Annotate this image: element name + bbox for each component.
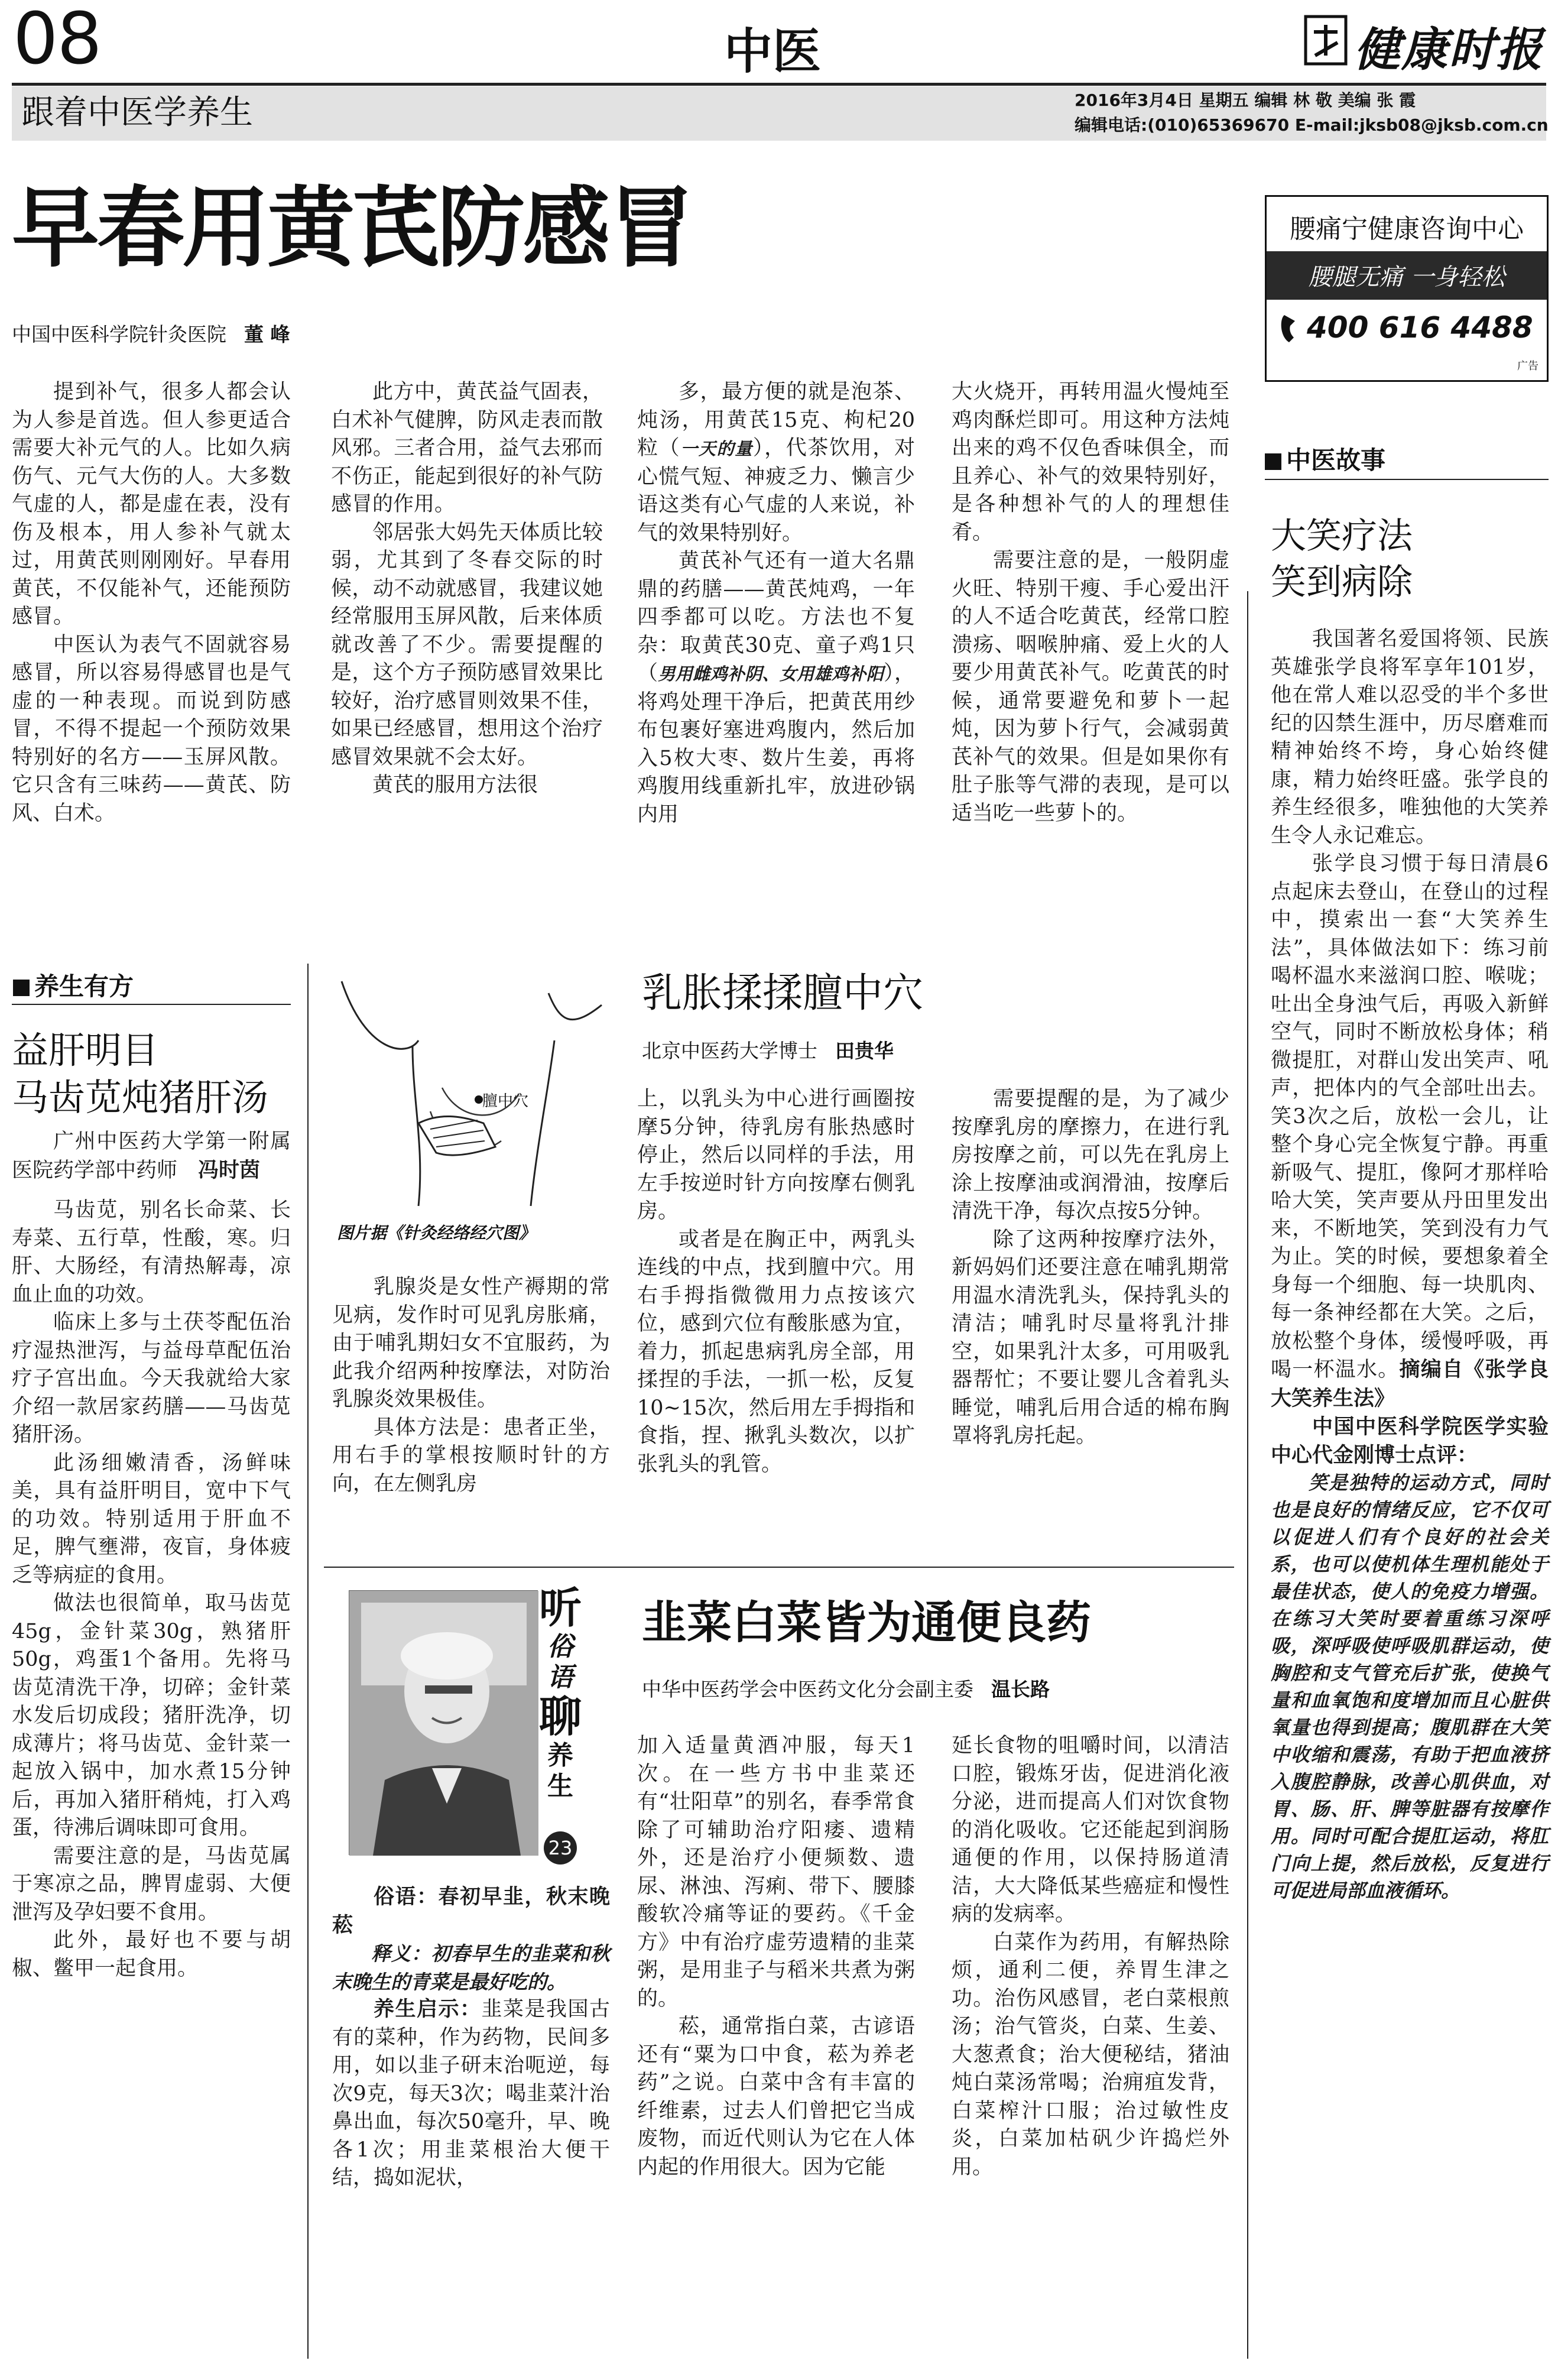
story-source: 摘编自《张学良大笑养生法》 [1271, 1357, 1549, 1411]
figure-caption: 图片据《针灸经络经穴图》 [337, 1223, 536, 1243]
paragraph: 除了这两种按摩疗法外，新妈妈们还要注意在哺乳期常用温水清洗乳头，保持乳头的清洁；哺乳时尽量将乳汁排空，如果乳汁太多，可用吸乳器帮忙；不要让婴儿含着乳头睡觉，哺乳后用合适的棉布胸罩将乳房托起。 [952, 1227, 1229, 1448]
paragraph: 大火烧开，再转用温火慢炖至鸡肉酥烂即可。用这种方法炖出来的鸡不仅色香味俱全，而且养心、补气的效果特别好，是各种想补气的人的理想佳肴。 [952, 380, 1229, 544]
liver-byline-text: 广州中医药大学第一附属医院药学部中药师 [12, 1130, 291, 1182]
liver-label-text: 养生有方 [34, 972, 134, 1001]
veg-author-org: 中华中医药学会中医药文化分会副主委 [642, 1678, 973, 1701]
liver-body [12, 1128, 291, 1983]
page-number: 08 [13, 0, 101, 80]
ad-box [1265, 195, 1549, 382]
title-char: 养 [547, 1740, 573, 1771]
issue-number-badge: 23 [544, 1831, 577, 1865]
section-title: 中医 [724, 23, 822, 80]
masthead-rule [12, 83, 1546, 86]
text-run: ），将鸡处理干净后，把黄芪用纱布包裹好塞进鸡腹内，然后加入5枚大枣、数片生姜，再将鸡腹用线重新扎牢，放进砂锅内用 [637, 662, 915, 826]
torso-sketch-image [324, 969, 619, 1218]
paragraph: 具体方法是：患者正坐，用右手的掌根按顺时针的方向，在左侧乳房 [332, 1415, 610, 1496]
paragraph: 此汤细嫩清香，汤鲜味美，具有益肝明目，宽中下气的功效。特别适用于肝血不足，脾气壅滞，夜盲，身体疲乏等病症的食用。 [12, 1451, 291, 1587]
paragraph [1271, 850, 1549, 1413]
portrait-image [349, 1591, 538, 1856]
proverb-column-title [539, 1584, 582, 1802]
paragraph: 白菜作为药用，有解热除烦，通利二便，养胃生津之功。治伤风感冒，老白菜根煎汤；治气管炎，白菜、生姜、大葱煮食；治大便秘结，猪油炖白菜汤常喝；治痈疽发背，白菜榨汁口服；治过敏性皮炎，白菜加枯矾少许捣烂外用。 [952, 1930, 1229, 2179]
mastitis-col-a [332, 1273, 610, 1498]
paragraph: 需要提醒的是，为了减少按摩乳房的摩擦力，在进行乳房按摩之前，可以先在乳房上涂上按摩油或润滑油，按摩后清洗干净，每次点按5分钟。 [952, 1087, 1229, 1223]
title-char: 生 [547, 1771, 573, 1801]
ad-phone: 400 616 4488 [1307, 310, 1533, 345]
paragraph: 中医认为表气不固就容易感冒，所以容易得感冒也是气虚的一种表现。而说到防感冒，不得不提起一个预防效果特别好的名方——玉屏风散。它只含有三味药——黄芪、防风、白术。 [12, 633, 291, 825]
insight-label: 养生启示： [374, 1998, 482, 2021]
paragraph: 需要注意的是，一般阴虚火旺、特别干瘦、手心爱出汗的人不适合吃黄芪，经常口腔溃疡、咽喉肿痛、爱上火的人要少用黄芪补气。吃黄芪的时候，通常要避免和萝卜一起炖，因为萝卜行气，会减弱黄芪补气的效果。但是如果你有肚子胀等气滞的表现，是可以适当吃一些萝卜的。 [952, 549, 1229, 825]
newspaper-logo [1303, 11, 1551, 77]
mastitis-bottom-rule [324, 1567, 1234, 1568]
text-run: 黄芪补气还有一道大名鼎鼎的药膳——黄芪炖鸡，一年四季都可以吃。方法也不复杂：取黄芪30克、童子鸡1只（ [637, 549, 915, 685]
main-headline: 早春用黄芪防感冒 [12, 176, 693, 279]
veg-author: 温长路 [991, 1678, 1050, 1701]
veg-byline [642, 1674, 1050, 1702]
main-author: 董 峰 [244, 323, 290, 346]
mastitis-headline: 乳胀揉揉膻中穴 [642, 970, 924, 1017]
ad-mark: 广告 [1517, 360, 1538, 372]
logo-mark-icon [1303, 14, 1348, 66]
title-char: 俗 [547, 1632, 573, 1662]
paragraph: 邻居张大妈先天体质比较弱，尤其到了冬春交际的时候，动不动就感冒，我建议她经常服用玉屏风散，后来体质就改善了不少。需要提醒的是，这个方子预防感冒效果比较好，治疗感冒则效果不佳，如果已经感冒，想用这个治疗感冒效果就不会太好。 [331, 520, 603, 769]
paragraph: 马齿苋，别名长命菜、长寿菜、五行草，性酸，寒。归肝、大肠经，有清热解毒，凉血止血的功效。 [12, 1198, 291, 1306]
main-col-3 [637, 378, 915, 829]
paragraph: 需要注意的是，马齿苋属于寒凉之品，脾胃虚弱、大便泄泻及孕妇要不食用。 [12, 1844, 291, 1924]
mastitis-col-b [637, 1085, 915, 1478]
paragraph: 临床上多与土茯苓配伍治疗湿热泄泻，与益母草配伍治疗子宫出血。今天我就给大家介绍一款居家药膳——马齿苋猪肝汤。 [12, 1311, 291, 1447]
text-run: ），代茶饮用，对心慌气短、神疲乏力、懒言少语这类有心气虚的人来说，补气的效果特别好。 [637, 436, 915, 545]
proverb-body [332, 1883, 610, 2193]
paragraph: 黄芪的服用方法很 [372, 773, 538, 797]
paragraph: 菘，通常指白菜，古谚语还有“粟为口中食，菘为养老药”之说。白菜中含有丰富的纤维素，过去人们曾把它当成废物，而近代则认为它在人体内起的作用很大。因为它能 [637, 2015, 915, 2179]
title-char: 聊 [539, 1692, 582, 1742]
right-column-rule [1247, 591, 1248, 2359]
logo-text: 健康时报 [1354, 23, 1544, 77]
date-line: 2016年3月4日 星期五 编辑 林 敬 美编 张 霞 [1075, 90, 1416, 110]
main-byline [12, 319, 290, 347]
text-run: 多，最方便的就是泡茶、炖汤，用黄芪15克、枸杞20粒（ [637, 380, 915, 460]
left-column-rule [307, 964, 309, 2359]
paragraph: 延长食物的咀嚼时间，以清洁口腔，锻炼牙齿，促进消化液分泌，进而提高人们对饮食物的消化吸收。它还能起到润肠通便的作用，以保持肠道清洁，大大降低某些癌症和慢性病的发病率。 [952, 1734, 1229, 1926]
veg-col-b [952, 1732, 1229, 2181]
main-col-1 [12, 378, 291, 828]
main-col-2 [331, 378, 603, 800]
acupoint-figure [324, 969, 619, 1247]
paragraph: 此方中，黄芪益气固表，白术补气健脾，防风走表而散风邪。三者合用，益气去邪而不伤正，能起到很好的补气防感冒的作用。 [331, 380, 603, 516]
title-char: 听 [539, 1583, 582, 1633]
liver-headline-1: 益肝明目 [12, 1029, 159, 1072]
paragraph: 或者是在胸正中，两乳头连线的中点，找到膻中穴。用右手拇指微微用力点按该穴位，感到穴位有酸胀感为宜，着力，抓起患病乳房全部，用揉捏的手法，一抓一松，反复10~15次，然后用左手拇指和食指，捏、揪乳头数次，以扩张乳头的乳管。 [637, 1227, 915, 1476]
explain-label: 释义： [371, 1942, 431, 1965]
insight-text: 韭菜是我国古有的菜种，作为药物，民间多用，如以韭子研末治呃逆，每次9克，每天3次；喝韭菜汁治鼻出血，每次50毫升，早、晚各1次；用韭菜根治大便干结，捣如泥状， [332, 1998, 610, 2190]
story-section-label [1265, 441, 1385, 476]
veg-headline: 韭菜白菜皆为通便良药 [642, 1596, 1091, 1649]
story-headline-1: 大笑疗法 [1271, 515, 1413, 557]
veg-col-a [637, 1732, 915, 2181]
liver-author: 冯时茵 [198, 1157, 261, 1182]
proverb-label: 俗语： [374, 1885, 439, 1909]
paragraph: 此外，最好也不要与胡椒、鳖甲一起食用。 [12, 1928, 291, 1980]
paragraph [637, 378, 915, 547]
text-note: 男用雌鸡补阴、女用雄鸡补阳 [658, 664, 884, 684]
paragraph: 加入适量黄酒冲服，每天1次。在一些方书中韭菜还有“壮阳草”的别名，春季常食除了可辅助治疗阳痿、遗精外，还是治疗小便频数、遗尿、淋浊、泻痢、带下、腰膝酸软冷痛等证的要药。《千金方》中有治疗虚劳遗精的韭菜粥，是用韭子与稻米共煮为粥的。 [637, 1734, 915, 2011]
contact-line: 编辑电话:(010)65369670 E-mail:jksb08@jksb.com.cn [1075, 115, 1549, 135]
text-run: 张学良习惯于每日清晨6点起床去登山，在登山的过程中，摸索出一套“大笑养生法”，具体做法如下：练习前喝杯温水来滋润口腔、喉咙；吐出全身浊气后，再吸入新鲜空气，同时不断放松身体；稍微提肛，对群山发出笑声、吼声，把体内的气全部吐出去。笑3次之后，放松一会儿，让整个身心完全恢复宁静。再重新吸气、提肛，像阿才那样哈哈大笑，笑声要从丹田里发出来，不断地笑，笑到没有力气为止。笑的时候，要想象着全身每一个细胞、每一块肌肉、每一条神经都在大笑。之后，放松整个身体，缓慢呼吸，再喝一杯温水。 [1271, 852, 1549, 1382]
mastitis-author: 田贵华 [835, 1039, 894, 1062]
paragraph: 我国著名爱国将领、民族英雄张学良将军享年101岁，他在常人难以忍受的半个多世纪的囚禁生涯中，历尽磨难而精神始终不垮，身心始终健康，精力始终旺盛。张学良的养生经很多，唯独他的大笑养生令人永记难忘。 [1271, 627, 1549, 848]
paragraph: 乳腺炎是女性产褥期的常见病，发作时可见乳房胀痛，由于哺乳期妇女不宜服药，为此我介绍两种按摩法，对防治乳腺炎效果极佳。 [332, 1275, 610, 1411]
story-headline-2: 笑到病除 [1271, 562, 1413, 603]
story-label-rule [1265, 479, 1549, 480]
author-portrait [349, 1590, 538, 1855]
main-col-4 [952, 378, 1229, 828]
story-body [1271, 625, 1549, 1904]
paragraph [12, 1128, 291, 1185]
paragraph [332, 1996, 610, 2193]
liver-headline-2: 马齿苋炖猪肝汤 [12, 1076, 269, 1119]
story-reviewer: 中国中医科学院医学实验中心代金刚博士点评： [1271, 1415, 1549, 1467]
acupoint-label: 膻中穴 [482, 1092, 529, 1110]
main-author-org: 中国中医科学院针灸医院 [12, 323, 226, 346]
proverb-text: 春初早韭，秋末晚菘 [332, 1885, 610, 1937]
title-char: 语 [547, 1662, 573, 1692]
paragraph: 做法也很简单，取马齿苋45g，金针菜30g，熟猪肝50g，鸡蛋1个备用。先将马齿苋清洗干净，切碎；金针菜水发后切成段；猪肝洗净，切成薄片；将马齿苋、金针菜一起放入锅中，加水煮15分钟后，再加入猪肝稍炖，打入鸡蛋，待沸后调味即可食用。 [12, 1591, 291, 1840]
liver-section-label [13, 967, 134, 1003]
section-square-icon [1265, 453, 1281, 470]
paragraph [637, 547, 915, 829]
paragraph: 上，以乳头为中心进行画圈按摩5分钟，待乳房有胀热感时停止，然后以同样的手法，用左手按逆时针方向按摩右侧乳房。 [637, 1087, 915, 1223]
column-name: 跟着中医学养生 [21, 93, 253, 132]
ad-slogan: 腰腿无痛 一身轻松 [1308, 264, 1505, 291]
paragraph: 提到补气，很多人都会认为人参是首选。但人参更适合需要大补元气的人。比如久病伤气、元气大伤的人。大多数气虚的人，都是虚在表，没有伤及根本，用人参补气就太过，用黄芪则刚刚好。早春用黄芪，不仅能补气，还能预防感冒。 [12, 380, 291, 628]
liver-label-rule [12, 1004, 291, 1005]
section-square-icon [13, 980, 30, 996]
phone-icon [1277, 313, 1304, 345]
story-label-text: 中医故事 [1286, 446, 1386, 475]
mastitis-byline [642, 1036, 894, 1063]
explain-text: 初春早生的韭菜和秋末晚生的青菜是最好吃的。 [332, 1942, 611, 1993]
paragraph [332, 1940, 610, 1996]
ad-title: 腰痛宁健康咨询中心 [1290, 214, 1524, 244]
text-note: 一天的量 [680, 439, 753, 459]
mastitis-author-org: 北京中医药大学博士 [642, 1039, 817, 1062]
paragraph [332, 1883, 610, 1940]
mastitis-col-c [952, 1085, 1229, 1451]
story-review: 笑是独特的运动方式，同时也是良好的情绪反应，它不仅可以促进人们有个良好的社会关系，也可以使机体生理机能处于最佳状态，使人的免疫力增强。在练习大笑时要着重练习深呼吸，深呼吸使呼吸肌群运动，使胸腔和支气管充后扩张，使换气量和血氧饱和度增加而且心脏供氧量也得到提高；腹肌群在大笑中收缩和震荡，有助于把血液挤入腹腔静脉，改善心肌供血，对胃、肠、肝、脾等脏器有按摩作用。同时可配合提肛运动，将肛门向上提，然后放松，反复进行可促进局部血液循环。 [1271, 1471, 1549, 1902]
